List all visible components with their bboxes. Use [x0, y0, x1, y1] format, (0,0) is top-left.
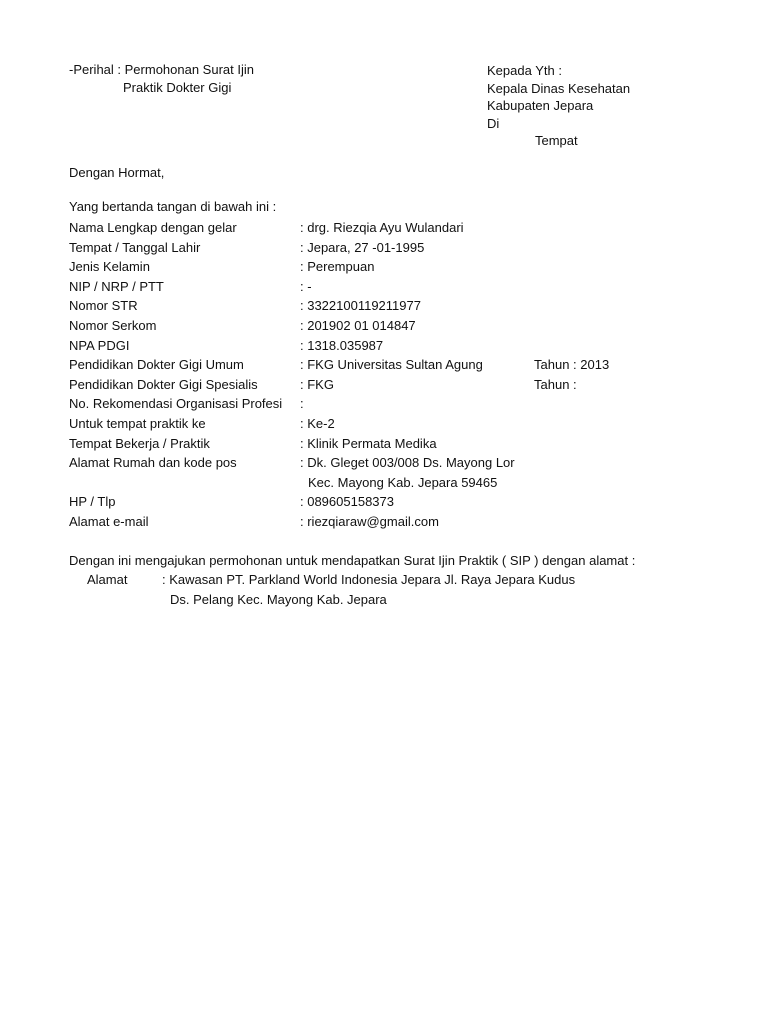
field-value: : 201902 01 014847 — [300, 317, 416, 333]
field-row-email — [69, 512, 689, 532]
field-value-continued: Kec. Mayong Kab. Jepara 59465 — [308, 474, 498, 490]
field-value: : — [300, 396, 304, 412]
perihal-line-2: Praktik Dokter Gigi — [123, 80, 232, 95]
practice-address-line-2: Ds. Pelang Kec. Mayong Kab. Jepara — [170, 592, 387, 607]
field-label: Alamat e-mail — [69, 513, 149, 529]
field-row-pendidikan-umum — [69, 355, 689, 375]
recipient-line-4: Di — [487, 115, 500, 131]
field-value: : - — [300, 278, 312, 294]
recipient-line-1: Kepada Yth : — [487, 63, 562, 78]
field-value: : FKG Universitas Sultan Agung — [300, 357, 483, 373]
request-statement: Dengan ini mengajukan permohonan untuk mendapatkan Surat Ijin Praktik ( SIP ) dengan alamat : — [69, 553, 636, 568]
field-row-nama — [69, 218, 689, 238]
salutation: Dengan Hormat, — [69, 165, 165, 180]
field-value: : riezqiaraw@gmail.com — [300, 513, 439, 529]
field-label: Nama Lengkap dengan gelar — [69, 220, 237, 235]
field-value: : drg. Riezqia Ayu Wulandari — [300, 220, 464, 235]
field-value: : 3322100119211977 — [300, 298, 421, 314]
field-year: Tahun : — [534, 376, 577, 392]
practice-address-label: Alamat — [87, 572, 128, 587]
field-value: : Klinik Permata Medika — [300, 435, 437, 451]
field-label: Tempat / Tanggal Lahir — [69, 239, 201, 255]
field-row-npa — [69, 336, 689, 356]
applicant-fields — [69, 218, 689, 532]
recipient-line-5: Tempat — [535, 133, 578, 149]
field-label: NPA PDGI — [69, 337, 130, 353]
intro-text: Yang bertanda tangan di bawah ini : — [69, 199, 277, 214]
field-row-serkom — [69, 316, 689, 336]
field-label: Alamat Rumah dan kode pos — [69, 455, 237, 471]
field-row-praktik-ke — [69, 414, 689, 434]
field-row-nip — [69, 277, 689, 297]
field-label: Pendidikan Dokter Gigi Umum — [69, 357, 244, 373]
field-label: NIP / NRP / PTT — [69, 278, 164, 294]
field-row-tempat-bekerja — [69, 434, 689, 454]
perihal-line-1: -Perihal : Permohonan Surat Ijin — [69, 62, 254, 77]
field-label: HP / Tlp — [69, 494, 116, 510]
field-value: : FKG — [300, 376, 334, 392]
field-row-alamat-rumah — [69, 453, 689, 473]
field-value: : 089605158373 — [300, 494, 394, 510]
field-label: Tempat Bekerja / Praktik — [69, 435, 210, 451]
field-row-pendidikan-spesialis — [69, 375, 689, 395]
field-label: No. Rekomendasi Organisasi Profesi — [69, 396, 283, 412]
field-value: : Dk. Gleget 003/008 Ds. Mayong Lor — [300, 455, 515, 471]
field-value: : 1318.035987 — [300, 337, 384, 353]
recipient-block — [487, 62, 630, 150]
recipient-line-3: Kabupaten Jepara — [487, 98, 594, 114]
field-label: Pendidikan Dokter Gigi Spesialis — [69, 376, 258, 392]
field-row-rekomendasi — [69, 394, 689, 414]
field-row-ttl — [69, 238, 689, 258]
field-row-kelamin — [69, 257, 689, 277]
field-row-alamat-rumah-cont — [69, 473, 689, 493]
field-value: : Perempuan — [300, 259, 375, 275]
field-row-str — [69, 296, 689, 316]
recipient-line-2: Kepala Dinas Kesehatan — [487, 80, 631, 96]
field-label: Jenis Kelamin — [69, 259, 150, 275]
practice-address-line-1: : Kawasan PT. Parkland World Indonesia Jepara Jl. Raya Jepara Kudus — [162, 572, 576, 587]
field-value: : Jepara, 27 -01-1995 — [300, 239, 425, 255]
field-label: Nomor STR — [69, 298, 138, 314]
field-label: Untuk tempat praktik ke — [69, 415, 206, 431]
field-value: : Ke-2 — [300, 415, 335, 431]
field-row-hp — [69, 492, 689, 512]
field-year: Tahun : 2013 — [534, 357, 610, 373]
field-label: Nomor Serkom — [69, 317, 157, 333]
